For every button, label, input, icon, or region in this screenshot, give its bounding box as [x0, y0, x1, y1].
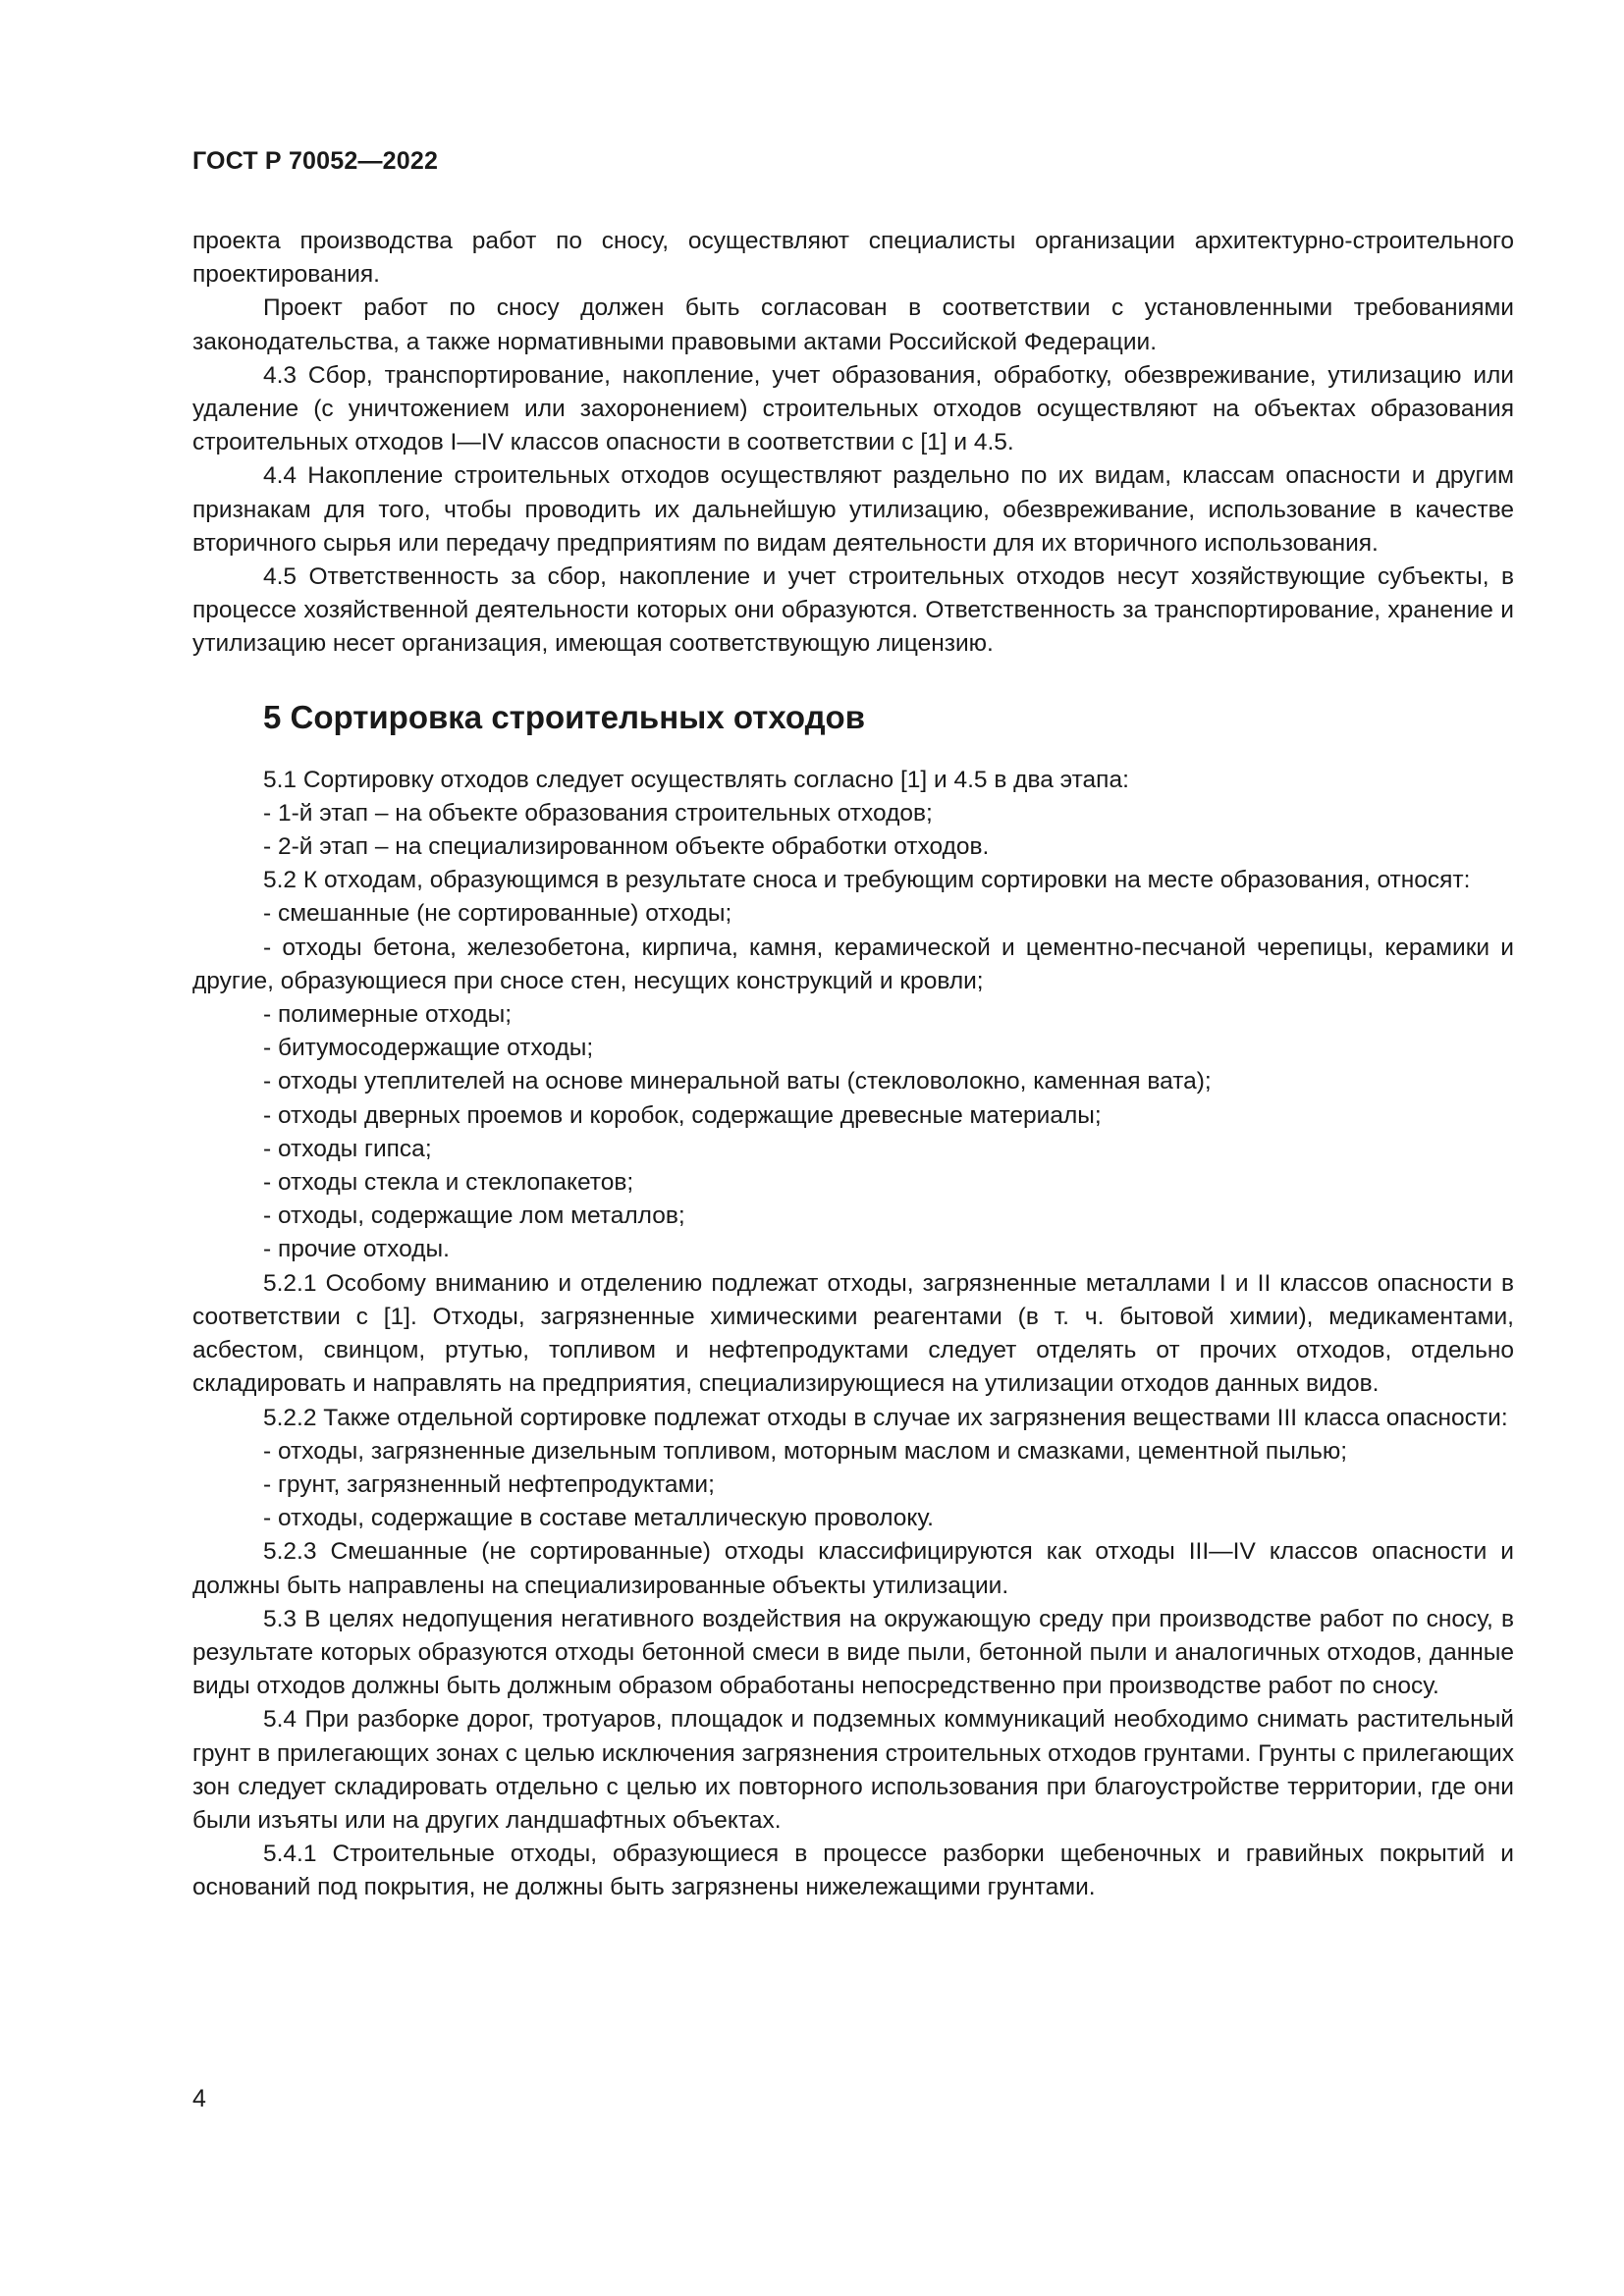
clause-5-2: 5.2 К отходам, образующимся в результате сноса и требующим сортировки на месте образования, относят:	[263, 867, 1471, 894]
clause-5-4-1: 5.4.1 Строительные отходы, образующиеся в процессе разборки щебеночных и гравийных покрытий и оснований под покрытия, не должны быть загрязнены нижележащими грунтами.	[192, 1841, 1514, 1901]
section-title: 5 Сортировка строительных отходов	[263, 698, 865, 735]
list-item: - отходы гипса;	[263, 1135, 432, 1162]
clause-4-4: 4.4 Накопление строительных отходов осуществляют раздельно по их видам, классам опасности и другим признакам для того, чтобы проводить их дальнейшую утилизацию, обезвреживание, использование в качестве вторичного сырья или передачу предприятиям по видам деятельности для их вторичного использования.	[192, 462, 1514, 557]
list-item: - отходы стекла и стеклопакетов;	[263, 1169, 634, 1197]
paragraph: Проект работ по сносу должен быть согласован в соответствии с установленными требованиями законодательства, а также нормативными правовыми актами Российской Федерации.	[192, 294, 1514, 355]
page-number: 4	[192, 2085, 206, 2112]
document-body	[192, 225, 1514, 1905]
clause-5-4: 5.4 При разборке дорог, тротуаров, площадок и подземных коммуникаций необходимо снимать растительный грунт в прилегающих зонах с целью исключения загрязнения строительных отходов грунтами. Грунты с прилегающих зон следует складировать отдельно с целью их повторного использования при благоустройстве территории, где они были изъяты или на других ландшафтных объектах.	[192, 1706, 1514, 1834]
clause-5-2-2: 5.2.2 Также отдельной сортировке подлежат отходы в случае их загрязнения веществами III класса опасности:	[263, 1404, 1508, 1431]
document-code-header: ГОСТ Р 70052—2022	[192, 147, 439, 175]
list-item: - прочие отходы.	[263, 1236, 450, 1263]
list-item: - отходы дверных проемов и коробок, содержащие древесные материалы;	[263, 1101, 1102, 1129]
clause-4-5: 4.5 Ответственность за сбор, накопление и учет строительных отходов несут хозяйствующие субъекты, в процессе хозяйственной деятельности которых они образуются. Ответственность за транспортирование, хранение и утилизацию несет организация, имеющая соответствующую лицензию.	[192, 563, 1514, 658]
list-item: - 1-й этап – на объекте образования строительных отходов;	[263, 799, 933, 827]
list-item: - отходы утеплителей на основе минеральной ваты (стекловолокно, каменная вата);	[263, 1068, 1212, 1095]
clause-4-3: 4.3 Сбор, транспортирование, накопление, учет образования, обработку, обезвреживание, утилизацию или удаление (с уничтожением или захоронением) строительных отходов осуществляют на объектах образования строительных отходов I—IV классов опасности в соответствии с [1] и 4.5.	[192, 361, 1514, 456]
list-item: - отходы, содержащие лом металлов;	[263, 1202, 685, 1230]
list-item: - полимерные отходы;	[263, 1001, 513, 1029]
paragraph-continuation: проекта производства работ по сносу, осуществляют специалисты организации архитектурно-строительного проектирования.	[192, 228, 1514, 289]
list-item: - отходы бетона, железобетона, кирпича, камня, керамической и цементно-песчаной черепицы, керамики и другие, образующиеся при сносе стен, несущих конструкций и кровли;	[192, 934, 1514, 994]
list-item: - отходы, содержащие в составе металлическую проволоку.	[263, 1505, 934, 1532]
clause-5-2-3: 5.2.3 Смешанные (не сортированные) отходы классифицируются как отходы III—IV классов опасности и должны быть направлены на специализированные объекты утилизации.	[192, 1538, 1514, 1599]
list-item: - битумосодержащие отходы;	[263, 1035, 594, 1062]
clause-5-3: 5.3 В целях недопущения негативного воздействия на окружающую среду при производстве работ по сносу, в результате которых образуются отходы бетонной смеси в виде пыли, бетонной пыли и аналогичных отходов, данные виды отходов должны быть должным образом обработаны непосредственно при производстве работ по сносу.	[192, 1605, 1514, 1700]
list-item: - 2-й этап – на специализированном объекте обработки отходов.	[263, 833, 990, 861]
list-item: - смешанные (не сортированные) отходы;	[263, 900, 732, 928]
clause-5-2-1: 5.2.1 Особому вниманию и отделению подлежат отходы, загрязненные металлами I и II классов опасности в соответствии с [1]. Отходы, загрязненные химическими реагентами (в т. ч. бытовой химии), медикаментами, асбестом, свинцом, ртутью, топливом и нефтепродуктами следует отделять от прочих отходов, отдельно складировать и направлять на предприятия, специализирующиеся на утилизации отходов данных видов.	[192, 1269, 1514, 1398]
clause-5-1: 5.1 Сортировку отходов следует осуществлять согласно [1] и 4.5 в два этапа:	[263, 766, 1129, 793]
list-item: - грунт, загрязненный нефтепродуктами;	[263, 1470, 715, 1498]
list-item: - отходы, загрязненные дизельным топливом, моторным маслом и смазками, цементной пылью;	[263, 1437, 1348, 1465]
